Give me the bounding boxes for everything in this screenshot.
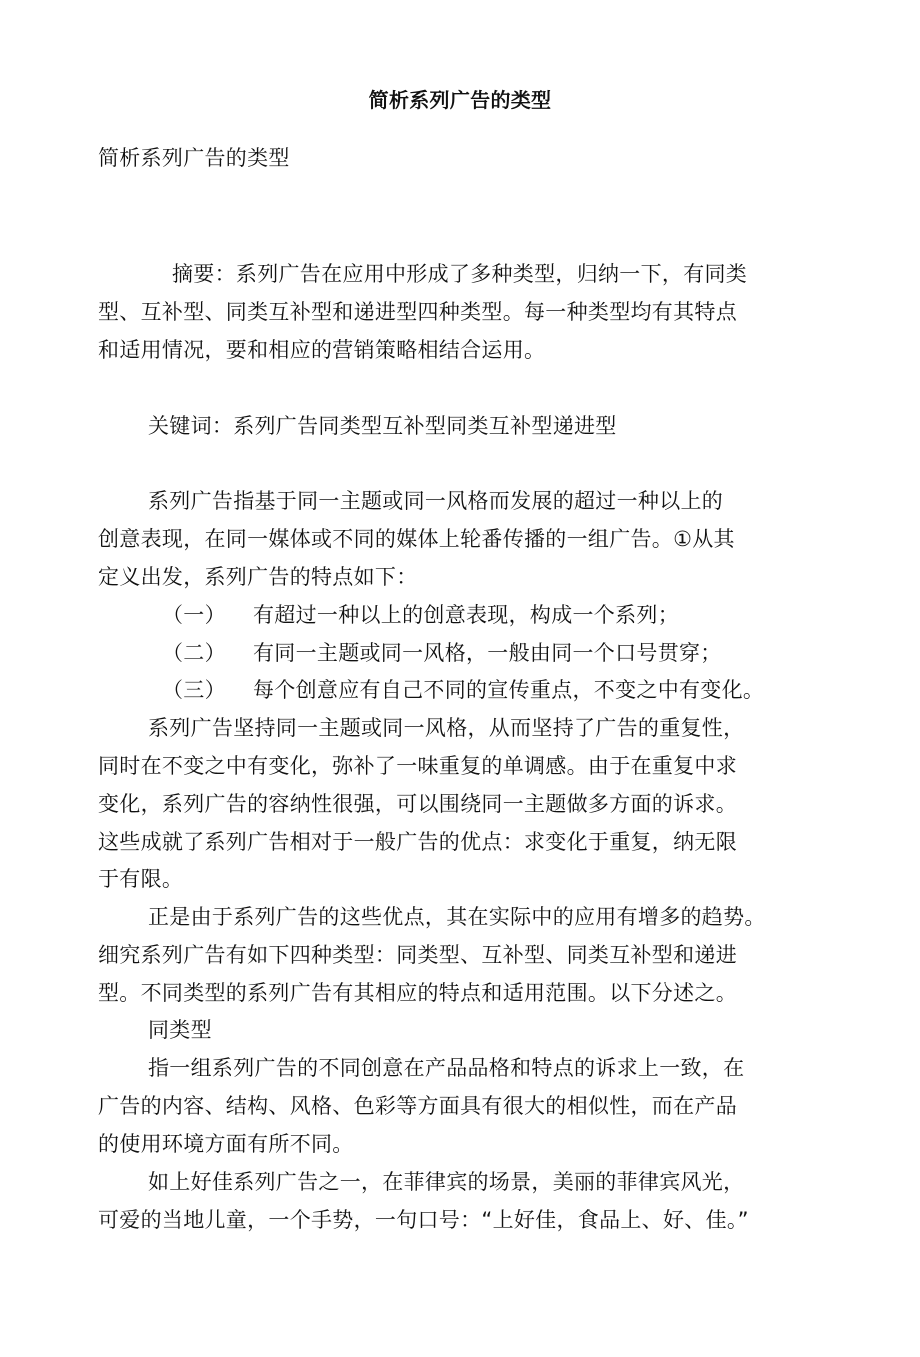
list-item-text: 每个创意应有自己不同的宣传重点，不变之中有变化。 [253,678,765,702]
list-item-text: 有超过一种以上的创意表现，构成一个系列； [253,603,679,627]
paragraph-line: 可爱的当地儿童，一个手势，一句口号：“上好佳，食品上、好、佳。” [98,1208,749,1232]
list-item-text: 有同一主题或同一风格，一般由同一个口号贯穿； [253,641,722,665]
section-heading: 同类型 [148,1018,212,1042]
document-subtitle: 简析系列广告的类型 [98,146,290,170]
keywords: 关键词：系列广告同类型互补型同类互补型递进型 [148,414,617,438]
abstract-line: 摘要：系列广告在应用中形成了多种类型，归纳一下，有同类 [172,262,748,286]
paragraph-line: 正是由于系列广告的这些优点，其在实际中的应用有增多的趋势。 [148,905,766,929]
document-title: 简析系列广告的类型 [368,88,552,112]
paragraph-line: 这些成就了系列广告相对于一般广告的优点：求变化于重复，纳无限 [98,830,737,854]
paragraph-line: 创意表现，在同一媒体或不同的媒体上轮番传播的一组广告。①从其 [98,527,735,551]
paragraph-line: 同时在不变之中有变化，弥补了一味重复的单调感。由于在重复中求 [98,754,737,778]
paragraph-line: 定义出发，系列广告的特点如下： [98,565,418,589]
paragraph-line: 于有限。 [98,867,184,891]
list-item-label: （二） [162,641,226,665]
paragraph-line: 细究系列广告有如下四种类型：同类型、互补型、同类互补型和递进 [98,943,737,967]
paragraph-line: 系列广告坚持同一主题或同一风格，从而坚持了广告的重复性， [148,716,745,740]
paragraph-line: 系列广告指基于同一主题或同一风格而发展的超过一种以上的 [148,489,724,513]
list-item-label: （一） [162,603,226,627]
list-item-label: （三） [162,678,226,702]
paragraph-line: 的使用环境方面有所不同。 [98,1132,354,1156]
paragraph-line: 如上好佳系列广告之一，在菲律宾的场景，美丽的菲律宾风光， [148,1170,745,1194]
paragraph-line: 型。不同类型的系列广告有其相应的特点和适用范围。以下分述之。 [98,981,737,1005]
paragraph-line: 指一组系列广告的不同创意在产品品格和特点的诉求上一致，在 [148,1056,745,1080]
abstract-line: 型、互补型、同类互补型和递进型四种类型。每一种类型均有其特点 [98,300,737,324]
abstract-line: 和适用情况，要和相应的营销策略相结合运用。 [98,338,546,362]
paragraph-line: 变化，系列广告的容纳性很强，可以围绕同一主题做多方面的诉求。 [98,792,737,816]
paragraph-line: 广告的内容、结构、风格、色彩等方面具有很大的相似性，而在产品 [98,1094,737,1118]
